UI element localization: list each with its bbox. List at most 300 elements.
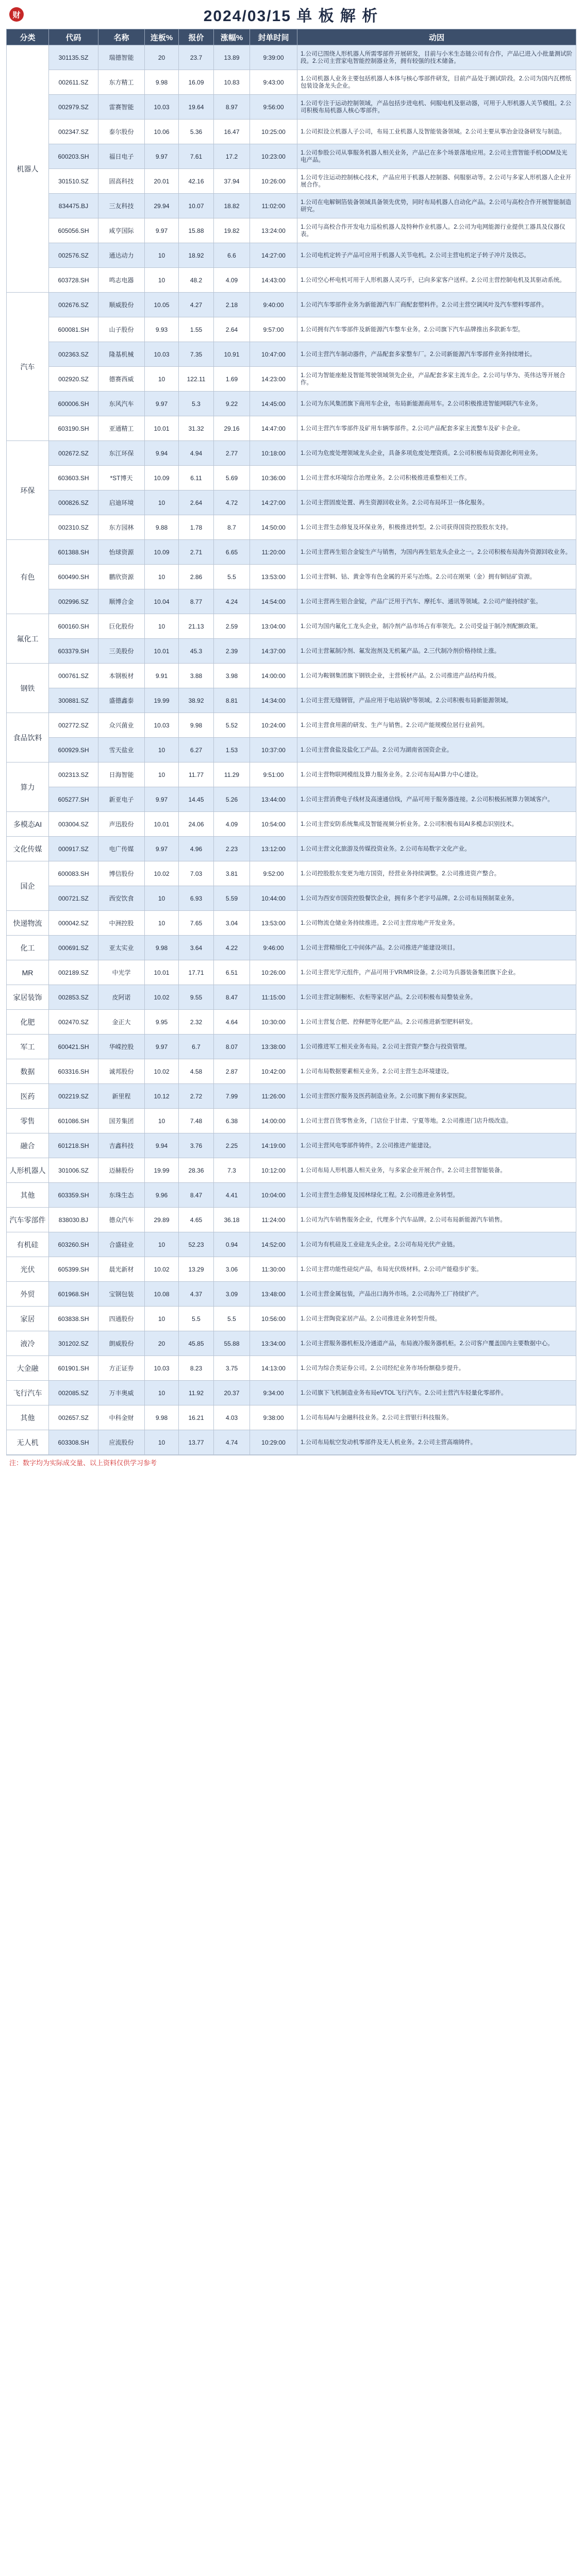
change-pct: 11.29 — [214, 762, 250, 787]
stock-code: 301510.SZ — [49, 169, 98, 194]
seal-time: 13:53:00 — [250, 911, 297, 936]
seal-time: 10:18:00 — [250, 441, 297, 466]
reason-text: 1.公司主营生态修复及环保业务，积极推进转型。2.公司获得国资控股股东支持。 — [297, 515, 576, 540]
seal-time: 11:24:00 — [250, 1208, 297, 1232]
category-cell: 国企 — [7, 861, 49, 911]
stock-code: 002085.SZ — [49, 1381, 98, 1405]
seal-time: 10:24:00 — [250, 713, 297, 738]
stock-name: 亚太实业 — [98, 936, 145, 960]
reason-text: 1.公司主营食盐及盐化工产品。2.公司为湖南省国资企业。 — [297, 738, 576, 762]
seal-time: 9:57:00 — [250, 317, 297, 342]
price: 17.71 — [179, 960, 214, 985]
stock-name: 合盛硅业 — [98, 1232, 145, 1257]
reason-text: 1.公司为汽车销售服务企业，代理多个汽车品牌。2.公司布局新能源汽车销售。 — [297, 1208, 576, 1232]
seal-time: 10:29:00 — [250, 1430, 297, 1455]
stock-code: 603728.SH — [49, 268, 98, 293]
price: 13.77 — [179, 1430, 214, 1455]
table-row — [7, 1356, 576, 1381]
change-pct: 8.7 — [214, 515, 250, 540]
stock-code: 002920.SZ — [49, 367, 98, 392]
stock-name: 宝钢包装 — [98, 1282, 145, 1307]
change-pct: 16.47 — [214, 120, 250, 144]
reason-text: 1.公司主营医疗服务及医药制造业务。2.公司旗下拥有多家医院。 — [297, 1084, 576, 1109]
category-cell: 飞行汽车 — [7, 1381, 49, 1405]
table-row — [7, 1183, 576, 1208]
stock-code: 603308.SH — [49, 1430, 98, 1455]
change-pct: 4.09 — [214, 268, 250, 293]
table-row — [7, 45, 576, 70]
seal-time: 14:43:00 — [250, 268, 297, 293]
reason-text: 1.公司参股公司从事服务机器人相关业务，产品已在多个场景落地应用。2.公司主营智能手机ODM及光电产品。 — [297, 144, 576, 169]
category-cell: 食品饮料 — [7, 713, 49, 762]
stock-code: 600929.SH — [49, 738, 98, 762]
stock-name: 雪天盐业 — [98, 738, 145, 762]
price: 6.11 — [179, 466, 214, 490]
column-header: 报价 — [179, 29, 214, 45]
table-row — [7, 936, 576, 960]
price: 14.45 — [179, 787, 214, 812]
stock-name: 通达动力 — [98, 243, 145, 268]
board-count: 10 — [145, 762, 179, 787]
change-pct: 17.2 — [214, 144, 250, 169]
category-cell: 有色 — [7, 540, 49, 614]
table-row — [7, 1084, 576, 1109]
table-row — [7, 416, 576, 441]
stock-name: 三友科技 — [98, 194, 145, 218]
stock-name: 本钢板材 — [98, 664, 145, 688]
stock-name: 中洲控股 — [98, 911, 145, 936]
reason-text: 1.公司布局航空发动机零部件及无人机业务。2.公司主营高端铸件。 — [297, 1430, 576, 1455]
seal-time: 10:26:00 — [250, 169, 297, 194]
seal-time: 14:13:00 — [250, 1356, 297, 1381]
price: 42.16 — [179, 169, 214, 194]
board-count: 10.02 — [145, 1257, 179, 1282]
board-count: 10 — [145, 490, 179, 515]
price: 3.64 — [179, 936, 214, 960]
seal-time: 14:00:00 — [250, 1109, 297, 1133]
stock-code: 002363.SZ — [49, 342, 98, 367]
category-cell: 机器人 — [7, 45, 49, 293]
seal-time: 10:12:00 — [250, 1158, 297, 1183]
stock-code: 605056.SH — [49, 218, 98, 243]
board-count: 10 — [145, 1381, 179, 1405]
change-pct: 8.47 — [214, 985, 250, 1010]
seal-time: 11:15:00 — [250, 985, 297, 1010]
stock-name: 亚通精工 — [98, 416, 145, 441]
change-pct: 8.97 — [214, 95, 250, 120]
stock-code: 600203.SH — [49, 144, 98, 169]
seal-time: 13:44:00 — [250, 787, 297, 812]
change-pct: 5.5 — [214, 565, 250, 589]
price: 5.36 — [179, 120, 214, 144]
price: 48.2 — [179, 268, 214, 293]
reason-text: 1.公司旗下飞机制造业务布局eVTOL飞行汽车。2.公司主营汽车轻量化零部件。 — [297, 1381, 576, 1405]
stock-name: 声迅股份 — [98, 812, 145, 837]
stock-name: 众兴菌业 — [98, 713, 145, 738]
seal-time: 14:27:00 — [250, 490, 297, 515]
reason-text: 1.公司专注于运动控制领域，产品包括步进电机、伺服电机及驱动器，可用于人形机器人关节模组。2.公司积极布局机器人核心零部件。 — [297, 95, 576, 120]
board-count: 10.01 — [145, 812, 179, 837]
stock-name: 雷赛智能 — [98, 95, 145, 120]
table-row — [7, 317, 576, 342]
category-cell: 无人机 — [7, 1430, 49, 1455]
category-cell: 其他 — [7, 1405, 49, 1430]
price: 4.27 — [179, 293, 214, 317]
change-pct: 2.87 — [214, 1059, 250, 1084]
board-count: 10 — [145, 1232, 179, 1257]
category-cell: 化肥 — [7, 1010, 49, 1035]
price: 4.65 — [179, 1208, 214, 1232]
price: 4.96 — [179, 837, 214, 861]
stock-code: 003004.SZ — [49, 812, 98, 837]
price: 9.98 — [179, 713, 214, 738]
board-count: 10.12 — [145, 1084, 179, 1109]
board-count: 9.93 — [145, 317, 179, 342]
stock-code: 002219.SZ — [49, 1084, 98, 1109]
stock-name: 巨化股份 — [98, 614, 145, 639]
category-cell: 文化传媒 — [7, 837, 49, 861]
table-row — [7, 1158, 576, 1183]
stock-name: 固高科技 — [98, 169, 145, 194]
stock-code: 002996.SZ — [49, 589, 98, 614]
price: 5.5 — [179, 1307, 214, 1331]
reason-text: 1.公司主营食用菌的研发、生产与销售。2.公司产能规模位居行业前列。 — [297, 713, 576, 738]
table-row — [7, 1307, 576, 1331]
board-count: 10 — [145, 243, 179, 268]
change-pct: 3.09 — [214, 1282, 250, 1307]
reason-text: 1.公司主营汽车零部件及矿用车辆零部件。2.公司产品配套多家主流整车及矿卡企业。 — [297, 416, 576, 441]
board-count: 9.97 — [145, 144, 179, 169]
board-count: 20 — [145, 45, 179, 70]
table-header-row — [7, 29, 576, 45]
price: 15.88 — [179, 218, 214, 243]
board-count: 10.01 — [145, 639, 179, 664]
board-count: 9.97 — [145, 392, 179, 416]
price: 122.11 — [179, 367, 214, 392]
price: 13.29 — [179, 1257, 214, 1282]
price: 45.3 — [179, 639, 214, 664]
board-count: 10.05 — [145, 293, 179, 317]
brand-logo-text: 财 — [12, 10, 21, 20]
change-pct: 2.25 — [214, 1133, 250, 1158]
stock-name: 新亚电子 — [98, 787, 145, 812]
seal-time: 14:23:00 — [250, 367, 297, 392]
table-row — [7, 861, 576, 886]
reason-text: 1.公司主营百货零售业务，门店位于甘肃、宁夏等地。2.公司推进门店升级改造。 — [297, 1109, 576, 1133]
seal-time: 14:19:00 — [250, 1133, 297, 1158]
seal-time: 10:37:00 — [250, 738, 297, 762]
change-pct: 1.69 — [214, 367, 250, 392]
price: 18.92 — [179, 243, 214, 268]
table-row — [7, 1133, 576, 1158]
stock-name: 德赛西威 — [98, 367, 145, 392]
reason-text: 1.公司主营消费电子线材及高速通信线，产品可用于服务器连接。2.公司积极拓展算力领域客户。 — [297, 787, 576, 812]
price: 7.03 — [179, 861, 214, 886]
board-count: 10.01 — [145, 416, 179, 441]
seal-time: 13:34:00 — [250, 1331, 297, 1356]
stock-code: 601086.SH — [49, 1109, 98, 1133]
board-count: 10 — [145, 1307, 179, 1331]
stock-name: 泰尔股份 — [98, 120, 145, 144]
seal-time: 14:47:00 — [250, 416, 297, 441]
stock-code: 600490.SH — [49, 565, 98, 589]
stock-code: 300881.SZ — [49, 688, 98, 713]
table-row — [7, 441, 576, 466]
board-count: 9.95 — [145, 1010, 179, 1035]
reason-text: 1.公司推进军工相关业务布局。2.公司主营资产整合与投资管理。 — [297, 1035, 576, 1059]
reason-text: 1.公司与高校合作开发电力巡检机器人及特种作业机器人。2.公司为电网能源行业提供工器具及仪器仪表。 — [297, 218, 576, 243]
price: 28.36 — [179, 1158, 214, 1183]
stock-code: 000721.SZ — [49, 886, 98, 911]
stock-name: 东方精工 — [98, 70, 145, 95]
price: 16.09 — [179, 70, 214, 95]
stock-name: 怡球资源 — [98, 540, 145, 565]
stock-code: 301006.SZ — [49, 1158, 98, 1183]
change-pct: 5.52 — [214, 713, 250, 738]
board-count: 10.01 — [145, 960, 179, 985]
stock-name: 电广传媒 — [98, 837, 145, 861]
seal-time: 11:20:00 — [250, 540, 297, 565]
category-cell: 快递物流 — [7, 911, 49, 936]
change-pct: 2.39 — [214, 639, 250, 664]
seal-time: 13:38:00 — [250, 1035, 297, 1059]
table-row — [7, 268, 576, 293]
board-count: 10.09 — [145, 540, 179, 565]
reason-text: 1.公司物流仓储业务持续推进。2.公司主营房地产开发业务。 — [297, 911, 576, 936]
board-count: 10.09 — [145, 466, 179, 490]
stock-code: 002347.SZ — [49, 120, 98, 144]
table-row — [7, 243, 576, 268]
reason-text: 1.公司为综合类证券公司。2.公司经纪业务市场份额稳步提升。 — [297, 1356, 576, 1381]
category-cell: 氟化工 — [7, 614, 49, 664]
stock-name: 三美股份 — [98, 639, 145, 664]
table-row — [7, 342, 576, 367]
board-count: 9.97 — [145, 787, 179, 812]
category-cell: 大金融 — [7, 1356, 49, 1381]
price: 2.71 — [179, 540, 214, 565]
stock-name: 四通股份 — [98, 1307, 145, 1331]
category-cell: 家居 — [7, 1307, 49, 1331]
stock-code: 000917.SZ — [49, 837, 98, 861]
stock-code: 601218.SH — [49, 1133, 98, 1158]
category-cell: 多模态AI — [7, 812, 49, 837]
stock-name: 国芳集团 — [98, 1109, 145, 1133]
price: 38.92 — [179, 688, 214, 713]
stock-name: 鸣志电器 — [98, 268, 145, 293]
reason-text: 1.公司拟设立机器人子公司，布局工业机器人及智能装备领域。2.公司主要从事冶金设备研发与制造。 — [297, 120, 576, 144]
stock-name: 东珠生态 — [98, 1183, 145, 1208]
stock-name: 吉鑫科技 — [98, 1133, 145, 1158]
brand-logo-icon — [9, 7, 24, 22]
change-pct: 3.75 — [214, 1356, 250, 1381]
seal-time: 9:46:00 — [250, 936, 297, 960]
change-pct: 5.69 — [214, 466, 250, 490]
stock-name: 鹏欣资源 — [98, 565, 145, 589]
change-pct: 2.77 — [214, 441, 250, 466]
stock-name: 东江环保 — [98, 441, 145, 466]
reason-text: 1.公司主营生态修复及园林绿化工程。2.公司推进业务转型。 — [297, 1183, 576, 1208]
stock-code: 002676.SZ — [49, 293, 98, 317]
change-pct: 2.59 — [214, 614, 250, 639]
board-count: 10.02 — [145, 861, 179, 886]
reason-text: 1.公司主营金属包装，产品出口海外市场。2.公司海外工厂持续扩产。 — [297, 1282, 576, 1307]
table-row — [7, 1257, 576, 1282]
category-cell: 钢铁 — [7, 664, 49, 713]
table-row — [7, 169, 576, 194]
seal-time: 13:53:00 — [250, 565, 297, 589]
change-pct: 6.38 — [214, 1109, 250, 1133]
stock-name: 东风汽车 — [98, 392, 145, 416]
table-row — [7, 812, 576, 837]
table-row — [7, 70, 576, 95]
table-row — [7, 218, 576, 243]
change-pct: 9.22 — [214, 392, 250, 416]
price: 3.76 — [179, 1133, 214, 1158]
seal-time: 14:52:00 — [250, 1232, 297, 1257]
stock-code: 834475.BJ — [49, 194, 98, 218]
reason-text: 1.公司为国内氟化工龙头企业，制冷剂产品市场占有率领先。2.公司受益于制冷剂配额政策。 — [297, 614, 576, 639]
board-count: 10 — [145, 738, 179, 762]
price: 8.23 — [179, 1356, 214, 1381]
stock-name: 山子股份 — [98, 317, 145, 342]
change-pct: 5.59 — [214, 886, 250, 911]
price: 31.32 — [179, 416, 214, 441]
table-row — [7, 886, 576, 911]
seal-time: 10:56:00 — [250, 1307, 297, 1331]
seal-time: 10:23:00 — [250, 144, 297, 169]
seal-time: 11:02:00 — [250, 194, 297, 218]
reason-text: 1.公司为西安市国资控股餐饮企业，拥有多个老字号品牌。2.公司布局预制菜业务。 — [297, 886, 576, 911]
reason-text: 1.公司主营陶瓷家居产品。2.公司推进业务转型升级。 — [297, 1307, 576, 1331]
table-row — [7, 1109, 576, 1133]
board-count: 9.94 — [145, 441, 179, 466]
stock-name: 朗威股份 — [98, 1331, 145, 1356]
column-header: 动因 — [297, 29, 576, 45]
reason-text: 1.公司主营风电零部件铸件。2.公司推进产能建设。 — [297, 1133, 576, 1158]
category-cell: 汽车零部件 — [7, 1208, 49, 1232]
price: 16.21 — [179, 1405, 214, 1430]
seal-time: 14:00:00 — [250, 664, 297, 688]
stock-code: 605399.SH — [49, 1257, 98, 1282]
change-pct: 4.22 — [214, 936, 250, 960]
price: 21.13 — [179, 614, 214, 639]
change-pct: 10.91 — [214, 342, 250, 367]
stock-name: 博信股份 — [98, 861, 145, 886]
table-row — [7, 1232, 576, 1257]
seal-time: 14:37:00 — [250, 639, 297, 664]
table-row — [7, 515, 576, 540]
stock-code: 002657.SZ — [49, 1405, 98, 1430]
stock-name: 东方园林 — [98, 515, 145, 540]
stock-code: 002672.SZ — [49, 441, 98, 466]
table-row — [7, 1010, 576, 1035]
stock-name: *ST博天 — [98, 466, 145, 490]
board-count: 9.94 — [145, 1133, 179, 1158]
table-row — [7, 565, 576, 589]
table-row — [7, 540, 576, 565]
reason-text: 1.公司主营定制橱柜、衣柜等家居产品。2.公司积极布局整装业务。 — [297, 985, 576, 1010]
stock-code: 603379.SH — [49, 639, 98, 664]
stock-code: 002576.SZ — [49, 243, 98, 268]
price: 6.93 — [179, 886, 214, 911]
board-count: 9.97 — [145, 837, 179, 861]
table-row — [7, 367, 576, 392]
stock-code: 002853.SZ — [49, 985, 98, 1010]
stock-code: 600160.SH — [49, 614, 98, 639]
reason-text: 1.公司主营文化旅游及传媒投资业务。2.公司布局数字文化产业。 — [297, 837, 576, 861]
stock-name: 金正大 — [98, 1010, 145, 1035]
change-pct: 4.41 — [214, 1183, 250, 1208]
board-count: 9.98 — [145, 70, 179, 95]
change-pct: 8.07 — [214, 1035, 250, 1059]
stock-code: 002611.SZ — [49, 70, 98, 95]
reason-text: 1.公司主营复合肥、控释肥等化肥产品。2.公司推进新型肥料研发。 — [297, 1010, 576, 1035]
seal-time: 9:56:00 — [250, 95, 297, 120]
table-row — [7, 194, 576, 218]
stock-code: 603190.SH — [49, 416, 98, 441]
seal-time: 14:34:00 — [250, 688, 297, 713]
board-count: 10.08 — [145, 1282, 179, 1307]
price: 8.47 — [179, 1183, 214, 1208]
change-pct: 4.74 — [214, 1430, 250, 1455]
board-count: 20.01 — [145, 169, 179, 194]
stock-code: 002189.SZ — [49, 960, 98, 985]
seal-time: 14:45:00 — [250, 392, 297, 416]
change-pct: 8.81 — [214, 688, 250, 713]
table-row — [7, 293, 576, 317]
category-cell: 化工 — [7, 936, 49, 960]
reason-text: 1.公司布局AI与金融科技业务。2.公司主营银行科技服务。 — [297, 1405, 576, 1430]
stock-code: 600083.SH — [49, 861, 98, 886]
stock-name: 启迪环境 — [98, 490, 145, 515]
reason-text: 1.公司主营功能性硅烷产品，布局光伏级材料。2.公司产能稳步扩张。 — [297, 1257, 576, 1282]
category-cell: 人形机器人 — [7, 1158, 49, 1183]
price: 7.65 — [179, 911, 214, 936]
seal-time: 10:54:00 — [250, 812, 297, 837]
table-row — [7, 1059, 576, 1084]
table-row — [7, 762, 576, 787]
table-row — [7, 639, 576, 664]
seal-time: 9:40:00 — [250, 293, 297, 317]
category-cell: 汽车 — [7, 293, 49, 441]
seal-time: 9:39:00 — [250, 45, 297, 70]
change-pct: 13.89 — [214, 45, 250, 70]
stock-code: 000761.SZ — [49, 664, 98, 688]
reason-text: 1.公司为危废处理领域龙头企业，具备多项危废处理资质。2.公司积极布局资源化利用业务。 — [297, 441, 576, 466]
board-count: 10 — [145, 614, 179, 639]
price: 4.94 — [179, 441, 214, 466]
seal-time: 10:25:00 — [250, 120, 297, 144]
stock-name: 华嵘控股 — [98, 1035, 145, 1059]
reason-text: 1.公司为智能座舱及智能驾驶领域领先企业，产品配套多家主流车企。2.公司与华为、英伟达等开展合作。 — [297, 367, 576, 392]
price: 7.35 — [179, 342, 214, 367]
stock-name: 德众汽车 — [98, 1208, 145, 1232]
price: 45.85 — [179, 1331, 214, 1356]
board-count: 10 — [145, 565, 179, 589]
table-row — [7, 664, 576, 688]
stock-name: 皮阿诺 — [98, 985, 145, 1010]
stock-code: 601968.SH — [49, 1282, 98, 1307]
stock-code: 601388.SH — [49, 540, 98, 565]
price: 23.7 — [179, 45, 214, 70]
stock-code: 603359.SH — [49, 1183, 98, 1208]
reason-text: 1.公司主营固废处置、再生资源回收业务。2.公司布局环卫一体化服务。 — [297, 490, 576, 515]
reason-text: 1.公司布局人形机器人相关业务，与多家企业开展合作。2.公司主营智能装备。 — [297, 1158, 576, 1183]
stock-code: 603838.SH — [49, 1307, 98, 1331]
change-pct: 3.81 — [214, 861, 250, 886]
seal-time: 9:52:00 — [250, 861, 297, 886]
change-pct: 4.24 — [214, 589, 250, 614]
